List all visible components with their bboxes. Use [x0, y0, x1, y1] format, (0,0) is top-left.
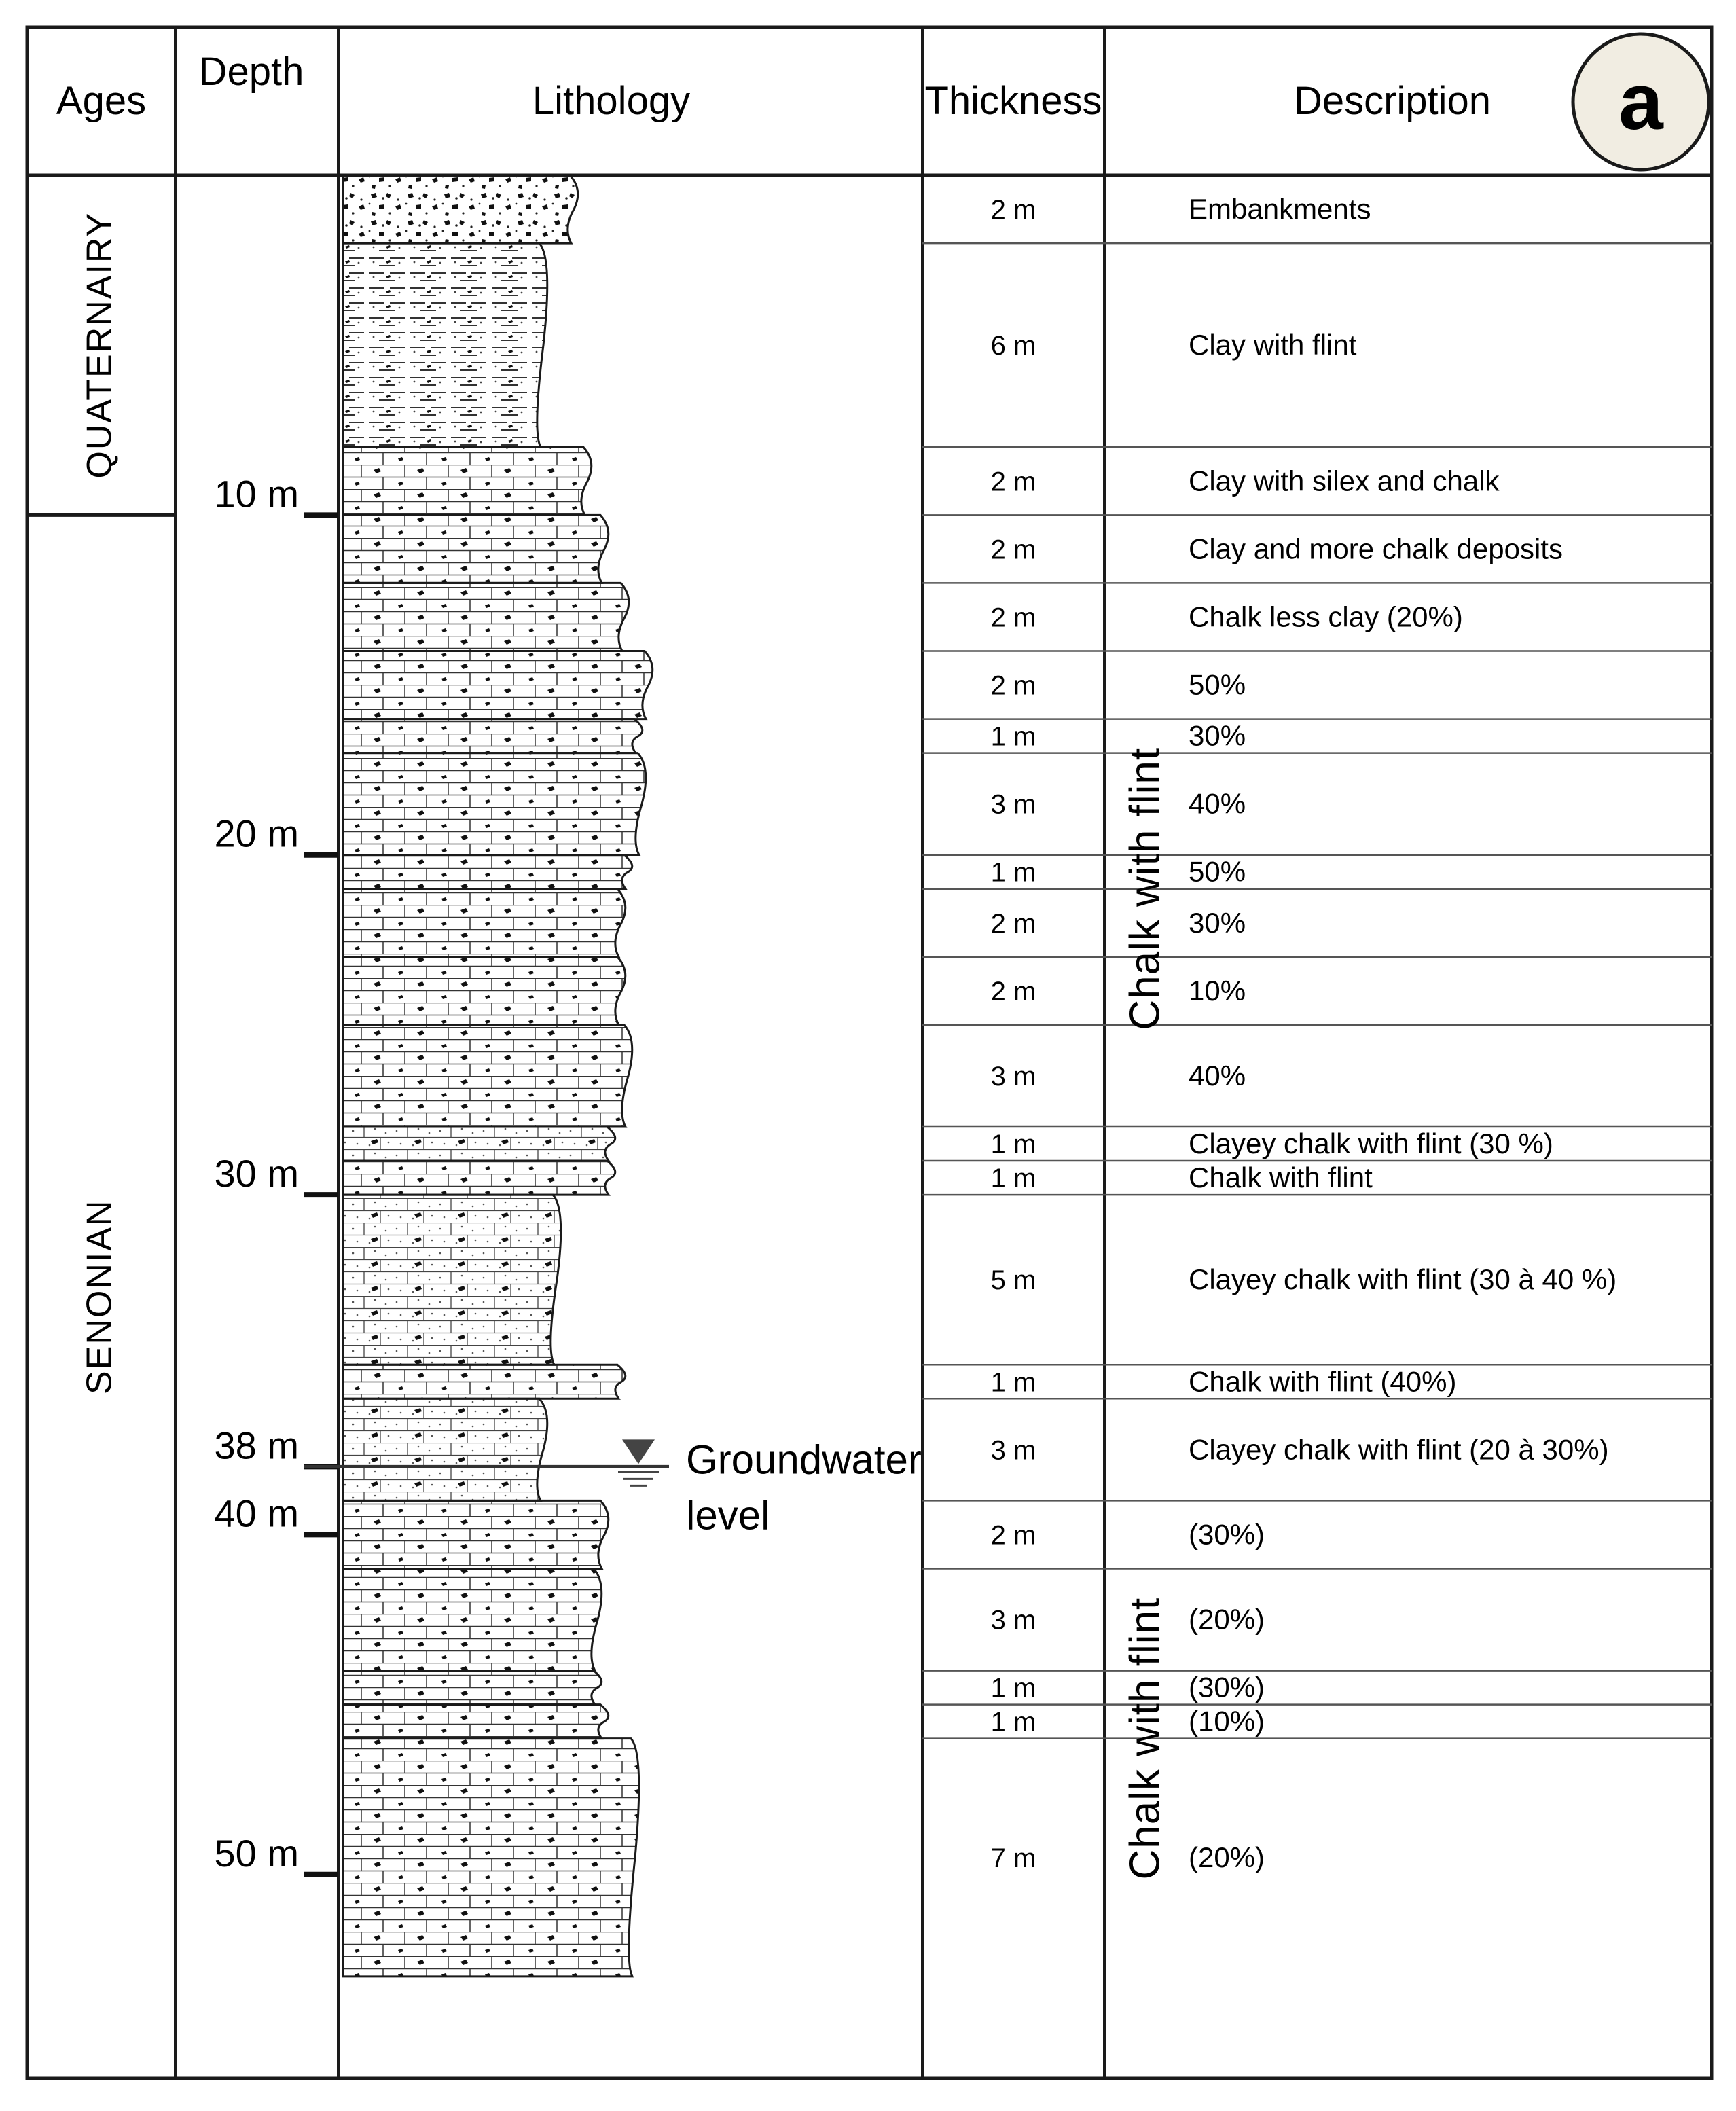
header-depth: Depth: [198, 50, 304, 94]
layer-description: 10%: [1189, 974, 1246, 1007]
layer-thickness: 6 m: [990, 331, 1036, 361]
layer-thickness: 1 m: [990, 857, 1036, 888]
layer-description: Chalk with flint: [1189, 1161, 1373, 1194]
layer-description: Embankments: [1189, 193, 1371, 225]
layer-thickness: 3 m: [990, 789, 1036, 820]
layer-thickness: 2 m: [990, 535, 1036, 565]
layer-thickness: 3 m: [990, 1061, 1036, 1091]
lithology-layer-clayey: [343, 1195, 561, 1365]
lithology-layer-chalk: [343, 447, 592, 515]
layer-description: (20%): [1189, 1841, 1265, 1873]
groundwater-triangle-icon: [622, 1439, 655, 1464]
layer-thickness: 1 m: [990, 1130, 1036, 1160]
layer-description: (30%): [1189, 1671, 1265, 1703]
depth-tick-label: 20 m: [214, 812, 299, 855]
layer-thickness: 5 m: [990, 1265, 1036, 1296]
layer-thickness: 2 m: [990, 195, 1036, 225]
layer-description: Clay with flint: [1189, 329, 1357, 361]
panel-label: a: [1619, 57, 1663, 147]
layer-thickness: 1 m: [990, 721, 1036, 752]
layer-description: Clay with silex and chalk: [1189, 465, 1500, 497]
groundwater-label-level: level: [686, 1492, 770, 1538]
header-ages: Ages: [56, 79, 147, 123]
lithology-layer-chalk: [343, 1705, 609, 1739]
lithology-layer-chalk: [343, 753, 646, 855]
lithology-layer-chalk: [343, 1671, 602, 1705]
layer-thickness: 2 m: [990, 467, 1036, 497]
layer-thickness: 2 m: [990, 670, 1036, 701]
layer-thickness: 1 m: [990, 1707, 1036, 1737]
outer-frame: [27, 27, 1712, 2078]
layer-description: (30%): [1189, 1518, 1265, 1551]
lithology-layer-chalk: [343, 515, 609, 583]
depth-tick-label: 50 m: [214, 1831, 299, 1875]
group-label: Chalk with flint: [1121, 747, 1169, 1030]
lithology-column: [343, 175, 653, 1977]
group-label: Chalk with flint: [1121, 1597, 1169, 1880]
lithology-layer-chalk: [343, 1500, 609, 1568]
layer-description: 30%: [1189, 719, 1246, 752]
depth-tick-label: 38 m: [214, 1424, 299, 1467]
header-thickness: Thickness: [924, 79, 1102, 123]
layer-thickness: 3 m: [990, 1435, 1036, 1466]
lithology-layer-chalk: [343, 1739, 639, 1977]
lithology-layer-chalk: [343, 957, 626, 1025]
header-description: Description: [1293, 79, 1491, 123]
layer-thickness: 7 m: [990, 1843, 1036, 1873]
layer-thickness: 2 m: [990, 908, 1036, 939]
lithology-layer-clay: [343, 243, 547, 447]
layer-description: 40%: [1189, 787, 1246, 820]
depth-tick-label: 10 m: [214, 472, 299, 516]
ages-column: [27, 212, 175, 1394]
layer-description: 50%: [1189, 855, 1246, 888]
layer-thickness: 1 m: [990, 1367, 1036, 1398]
lithology-layer-embankment: [343, 175, 578, 243]
layer-description: 50%: [1189, 668, 1246, 701]
header-lithology: Lithology: [532, 79, 691, 123]
lithology-layer-chalk: [343, 855, 632, 889]
depth-tick-label: 40 m: [214, 1492, 299, 1535]
layer-description: (10%): [1189, 1705, 1265, 1737]
layer-thickness: 2 m: [990, 976, 1036, 1007]
layer-description: Clayey chalk with flint (30 %): [1189, 1127, 1553, 1160]
layer-thickness: 2 m: [990, 602, 1036, 633]
age-label: SENONIAN: [79, 1199, 120, 1394]
lithology-layer-chalk: [343, 651, 653, 719]
age-label: QUATERNAIRY: [79, 211, 120, 479]
layer-description: 40%: [1189, 1059, 1246, 1091]
layer-thickness: 3 m: [990, 1605, 1036, 1636]
lithology-layer-chalk: [343, 1025, 632, 1127]
layer-description: Chalk less clay (20%): [1189, 600, 1463, 633]
layer-description: Clay and more chalk deposits: [1189, 533, 1563, 565]
layer-table: [922, 193, 1712, 1873]
layer-thickness: 2 m: [990, 1520, 1036, 1551]
layer-description: 30%: [1189, 906, 1246, 939]
layer-description: Clayey chalk with flint (30 à 40 %): [1189, 1263, 1617, 1296]
layer-thickness: 1 m: [990, 1673, 1036, 1703]
lithology-layer-chalk: [343, 1365, 626, 1399]
depth-tick-label: 30 m: [214, 1152, 299, 1195]
depth-scale: [215, 472, 339, 1874]
layer-description: Chalk with flint (40%): [1189, 1365, 1457, 1398]
layer-description: (20%): [1189, 1603, 1265, 1636]
lithology-layer-chalk: [343, 719, 643, 753]
groundwater-label: Groundwater: [686, 1437, 922, 1483]
lithology-layer-clayey: [343, 1127, 615, 1161]
lithology-layer-chalk: [343, 1161, 615, 1195]
group-labels: [1121, 748, 1168, 1880]
lithology-layer-clayey: [343, 1399, 547, 1500]
layer-description: Clayey chalk with flint (20 à 30%): [1189, 1433, 1609, 1466]
lithology-layer-chalk: [343, 1568, 602, 1670]
lithology-layer-chalk: [343, 583, 629, 651]
layer-thickness: 1 m: [990, 1163, 1036, 1194]
lithology-layer-chalk: [343, 889, 626, 957]
